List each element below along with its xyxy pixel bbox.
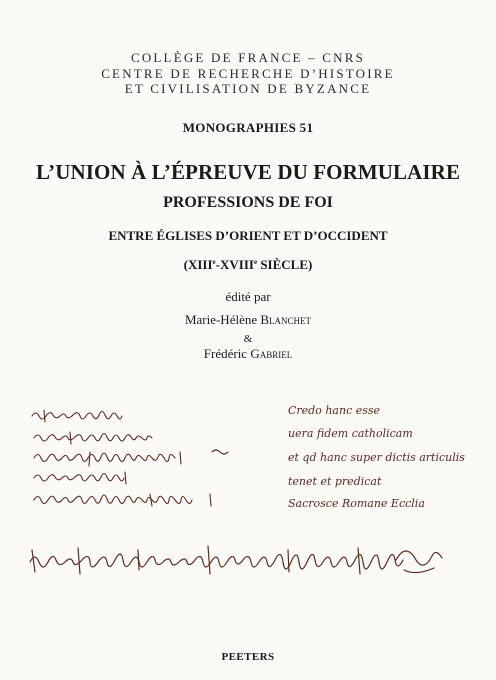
- editor-1: Marie-Hélène Blanchet: [184, 312, 312, 327]
- latin-line-1: Credo hanc esse: [288, 404, 381, 417]
- editor-2: Frédéric Gabriel: [203, 346, 293, 361]
- book-title: L’UNION À L’ÉPREUVE DU FORMULAIRE: [35, 160, 461, 184]
- greek-signature-image: [28, 540, 448, 584]
- institution-line-2: CENTRE DE RECHERCHE D’HISTOIRE: [101, 66, 395, 81]
- ampersand: &: [243, 333, 253, 345]
- edited-by-label: édité par: [225, 289, 271, 304]
- latin-line-2: uera fidem catholicam: [288, 427, 413, 440]
- book-subtitle-2: ENTRE ÉGLISES D’ORIENT ET D’OCCIDENT: [108, 228, 388, 243]
- latin-line-3: et qd hanc super dictis articulis: [288, 451, 465, 464]
- greek-manuscript-image: [30, 408, 240, 520]
- century-range: (XIIIe-XVIIIe SIÈCLE): [183, 257, 313, 272]
- book-subtitle: PROFESSIONS DE FOI: [163, 194, 333, 211]
- institution-line-3: ET CIVILISATION DE BYZANCE: [124, 81, 372, 96]
- latin-manuscript-image: [286, 400, 466, 518]
- latin-line-5: Sacrosce Romane Ecclia: [288, 497, 425, 510]
- series-label: MONOGRAPHIES 51: [182, 120, 314, 135]
- institution-line-1: COLLÈGE DE FRANCE – CNRS: [130, 50, 366, 65]
- publisher-name: PEETERS: [221, 651, 275, 663]
- latin-line-4: tenet et predicat: [288, 475, 382, 488]
